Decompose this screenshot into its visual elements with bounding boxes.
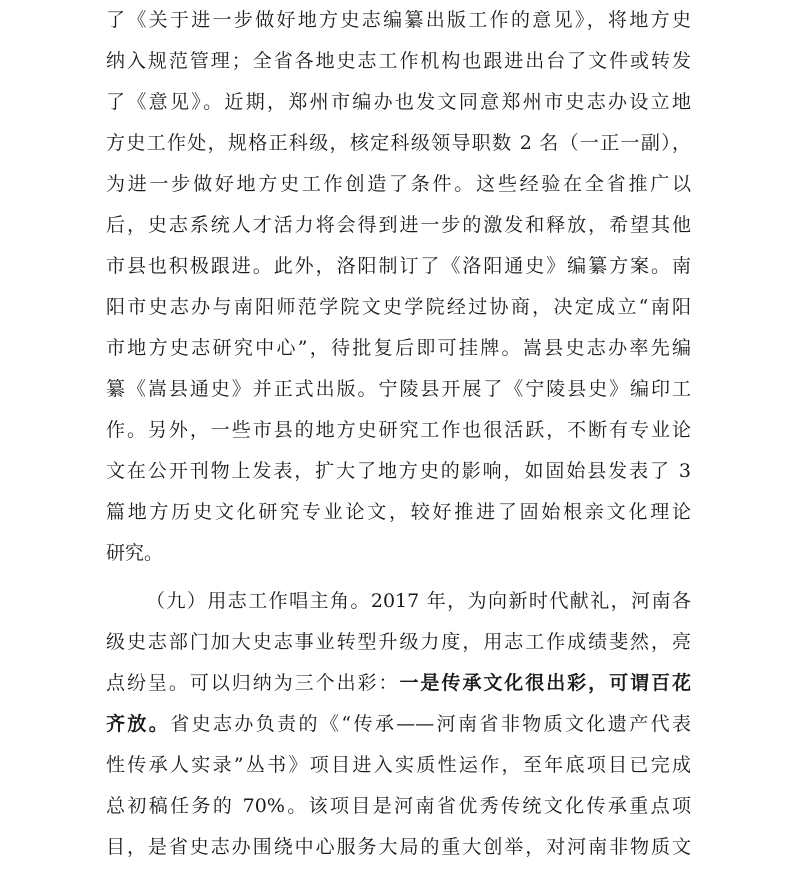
normal-text: 省史志办负责的《“传承——河南省非物质文化遗产代表	[170, 713, 691, 735]
paragraph-line	[106, 663, 691, 704]
normal-text: 点纷呈。可以归纳为三个出彩：	[106, 672, 400, 694]
paragraph-line: 为进一步做好地方史工作创造了条件。这些经验在全省推广以	[106, 173, 691, 195]
paragraph-line: 作。另外，一些市县的地方史研究工作也很活跃，不断有专业论	[106, 419, 691, 441]
paragraph-line: 阳市史志办与南阳师范学院文史学院经过协商，决定成立“南阳	[106, 296, 691, 318]
paragraph-line: 方史工作处，规格正科级，核定科级领导职数 2 名（一正一副），	[106, 132, 691, 154]
paragraph-line: 纳入规范管理；全省各地史志工作机构也跟进出台了文件或转发	[106, 50, 691, 72]
paragraph-line: 市地方史志研究中心”，待批复后即可挂牌。嵩县史志办率先编	[106, 337, 691, 359]
paragraph-line: 篇地方历史文化研究专业论文，较好推进了固始根亲文化理论	[106, 501, 691, 523]
paragraph-line: 研究。	[106, 542, 164, 564]
bold-highlight-text: 齐放。	[106, 713, 171, 735]
paragraph-line: 了《意见》。近期，郑州市编办也发文同意郑州市史志办设立地	[106, 91, 691, 113]
paragraph-line: 文在公开刊物上发表，扩大了地方史的影响，如固始县发表了 3	[106, 460, 691, 482]
paragraph-line: 后，史志系统人才活力将会得到进一步的激发和释放，希望其他	[106, 214, 691, 236]
section-heading-line: （九）用志工作唱主角。2017 年，为向新时代献礼，河南各	[146, 590, 691, 612]
paragraph-line	[106, 704, 691, 745]
paragraph-line: 总初稿任务的 70%。该项目是河南省优秀传统文化传承重点项	[106, 795, 691, 817]
paragraph-line: 级史志部门加大史志事业转型升级力度，用志工作成绩斐然，亮	[106, 631, 691, 653]
paragraph-line: 性传承人实录”丛书》项目进入实质性运作，至年底项目已完成	[106, 754, 691, 776]
paragraph-line: 市县也积极跟进。此外，洛阳制订了《洛阳通史》编纂方案。南	[106, 255, 691, 277]
paragraph-line: 纂《嵩县通史》并正式出版。宁陵县开展了《宁陵县史》编印工	[106, 378, 691, 400]
bold-highlight-text: 一是传承文化很出彩，可谓百花	[399, 672, 691, 694]
paragraph-line: 目，是省史志办围绕中心服务大局的重大创举，对河南非物质文	[106, 836, 691, 858]
paragraph-line: 了《关于进一步做好地方史志编纂出版工作的意见》，将地方史	[106, 9, 691, 31]
